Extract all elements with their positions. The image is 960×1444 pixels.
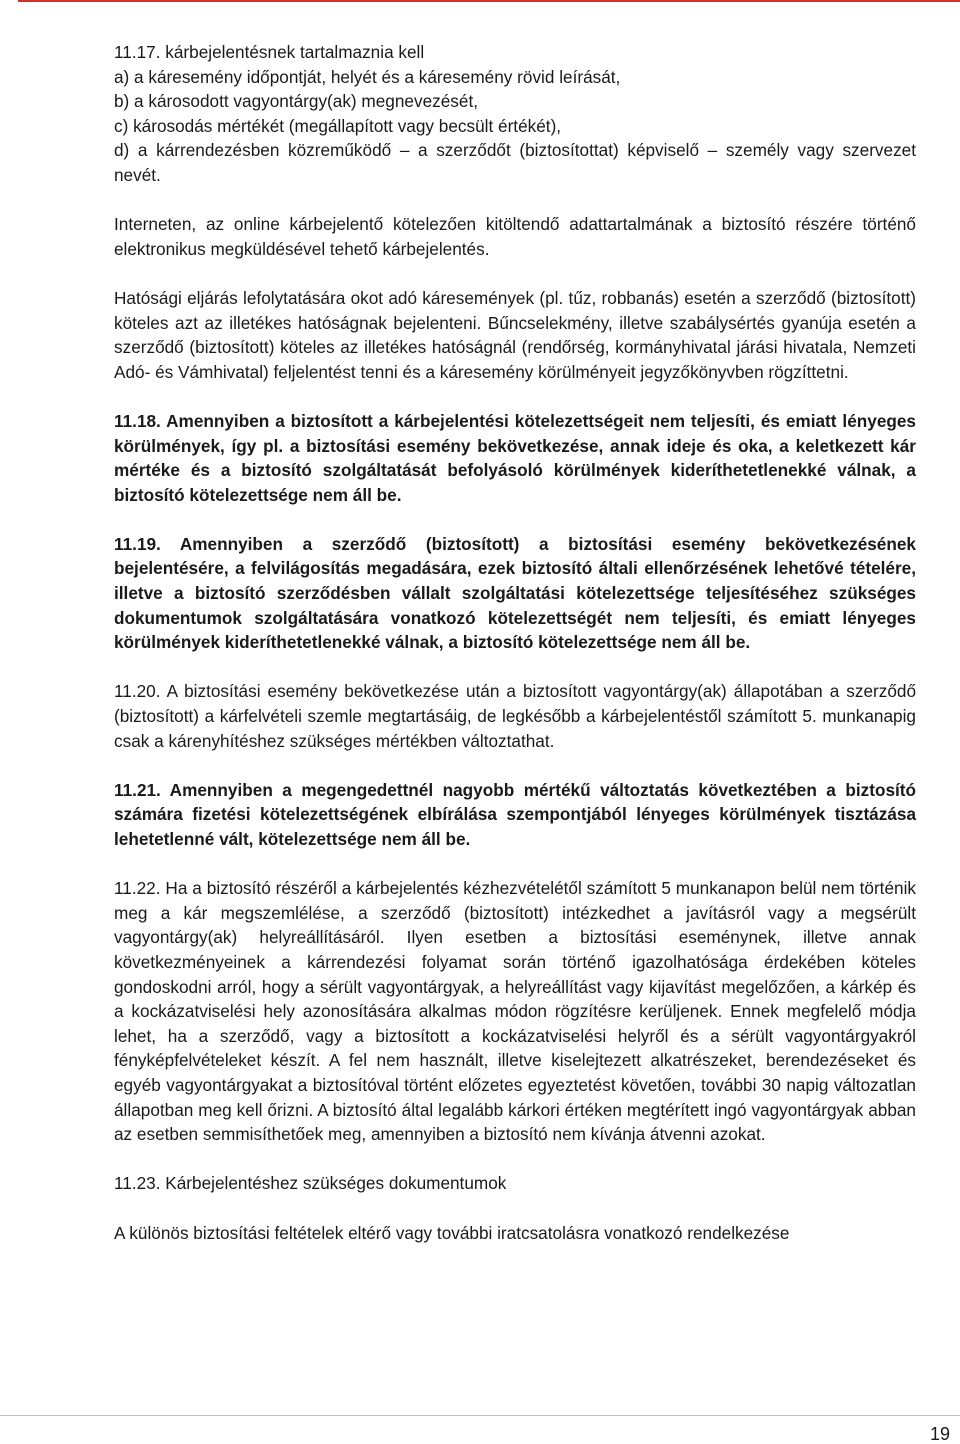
section-11-20: 11.20. A biztosítási esemény bekövetkezése után a biztosított vagyontárgy(ak) állapotában a szerződő (biztosított) a kárfelvételi szemle megtartásáig, de legkésőbb a kárbejelentéstől számított 5. munkanapig csak a kárenyhítéshez szükséges mértékben változtathat. bbox=[114, 681, 916, 751]
section-11-21: 11.21. Amennyiben a megengedettnél nagyobb mértékű változtatás következtében a biztosító számára fizetési kötelezettségének elbírálása szempontjából lényeges körülmények tisztázása lehetetlenné vált, kötelezettsége nem áll be. bbox=[114, 779, 916, 849]
last-paragraph: A különös biztosítási feltételek eltérő vagy további iratcsatolásra vonatkozó rendelkezése bbox=[114, 1222, 790, 1243]
item-c: c) károsodás mértékét (megállapított vagy becsült értékét), bbox=[114, 115, 562, 136]
section-11-19: 11.19. Amennyiben a szerződő (biztosított) a biztosítási esemény bekövetkezésének bejelentésére, a felvilágosítás megadására, ezek biztosító általi ellenőrzésének lehetővé tételére, illetve a biztosító szerződésben vállalt szolgáltatási kötelezettsége teljesítéséhez szükséges dokumentumok szolgáltatására vonatkozó kötelezettségét nem teljesíti, és emiatt lényeges körülmények kideríthetetlenekké válnak, a biztosító kötelezettsége nem áll be. bbox=[114, 533, 916, 653]
authority-paragraph: Hatósági eljárás lefolytatására okot adó káresemények (pl. tűz, robbanás) esetén a szerződő (biztosított) köteles azt az illetékes hatóságnak bejelenteni. Bűncselekmény, illetve szabálysértés gyanúja esetén a szerződő (biztosított) köteles az illetékes hatóságnál (rendőrség, kormányhivatal járási hivatala, Nemzeti Adó- és Vámhivatal) feljelentést tenni és a káresemény körülményeit jegyzőkönyvben rögzíttetni. bbox=[114, 287, 916, 382]
footer-rule bbox=[0, 1415, 960, 1416]
online-claim-paragraph: Interneten, az online kárbejelentő kötelezően kitöltendő adattartalmának a biztosító részére történő elektronikus megküldésével tehető kárbejelentés. bbox=[114, 214, 916, 259]
section-11-22: 11.22. Ha a biztosító részéről a kárbejelentés kézhezvételétől számított 5 munkanapon belül nem történik meg a kár megszemlélése, a szerződő (biztosított) intézkedhet a javításról vagy a megsérült vagyontárgy(ak) helyreállításáról. Ilyen esetben a biztosítási eseménynek, illetve annak következményeinek a kárrendezési folyamat során történő igazolhatósága érdekében köteles gondoskodni arról, hogy a sérült vagyontárgyak, a helyreállítást vagy kijavítást megelőzően, a kárkép és a kockázatviselési hely azonosítására alkalmas módon rögzítésre kerüljenek. Ennek megfelelő módja lehet, ha a szerződő, vagy a biztosított a kockázatviselési helyről és a sérült vagyontárgyakról fényképfelvételeket készít. A fel nem használt, illetve kiselejtezett alkatrészeket, berendezéseket és egyéb vagyontárgyakat a biztosítóval történt előzetes egyeztetést követően, további 30 napig változatlan állapotban meg kell őrizni. A biztosító által legalább kárkori értéken megtérített ingó vagyontárgyak abban az esetben semmisíthetőek meg, amennyiben a biztosító nem kívánja átvenni azokat. bbox=[114, 878, 916, 1145]
item-a: a) a káresemény időpontját, helyét és a káresemény rövid leírását, bbox=[114, 66, 621, 87]
document-body bbox=[114, 40, 916, 1270]
item-d: d) a kárrendezésben közreműködő – a szerződőt (biztosítottat) képviselő – személy vagy szervezet nevét. bbox=[114, 140, 916, 185]
section-11-17-heading: 11.17. kárbejelentésnek tartalmaznia kell bbox=[114, 42, 425, 62]
header-red-rule bbox=[18, 0, 960, 6]
section-11-18: 11.18. Amennyiben a biztosított a kárbejelentési kötelezettségeit nem teljesíti, és emiatt lényeges körülmények, így pl. a biztosítási esemény bekövetkezése, annak ideje és oka, a keletkezett kár mértéke és a biztosító szolgáltatását befolyásoló körülmények kideríthetetlenekké válnak, a biztosító kötelezettsége nem áll be. bbox=[114, 410, 916, 505]
item-b: b) a károsodott vagyontárgy(ak) megnevezését, bbox=[114, 91, 478, 112]
page-number: 19 bbox=[929, 1424, 950, 1444]
section-11-17 bbox=[114, 40, 916, 188]
section-11-23: 11.23. Kárbejelentéshez szükséges dokumentumok bbox=[114, 1173, 507, 1194]
